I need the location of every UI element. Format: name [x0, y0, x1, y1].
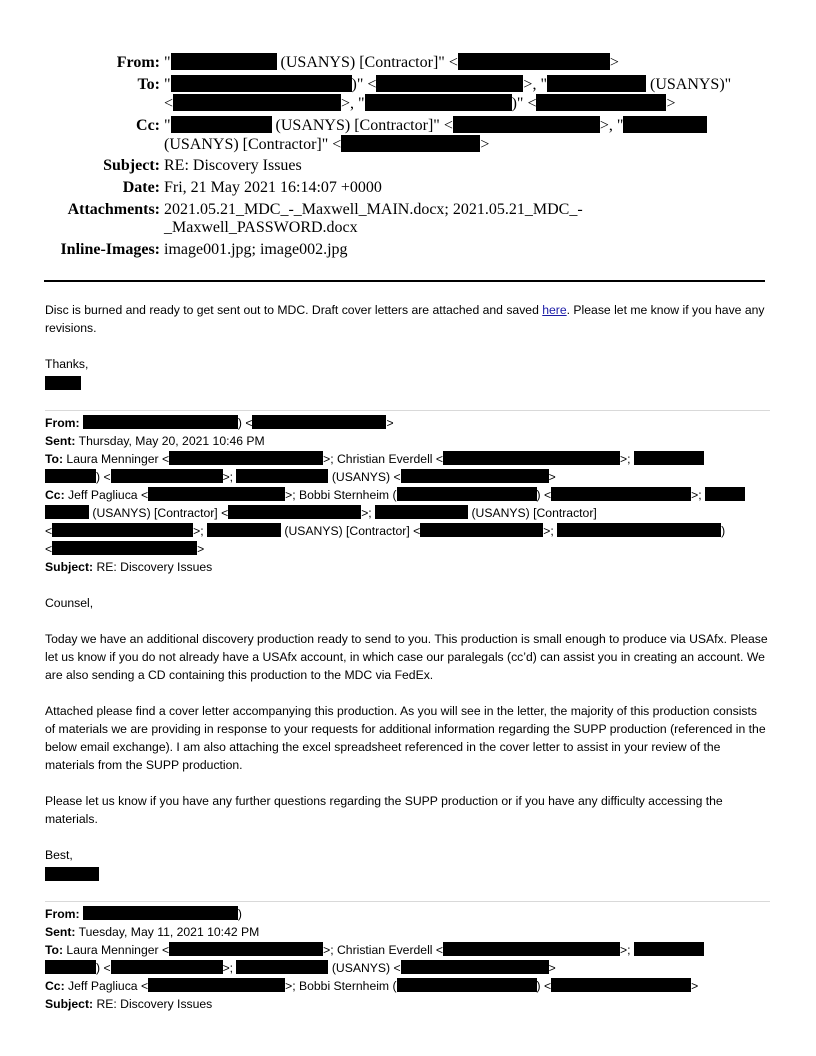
- redaction-block: [52, 523, 193, 537]
- redaction-block: [397, 978, 537, 992]
- redaction-block: [453, 116, 600, 133]
- message1-paragraph: Disc is burned and ready to get sent out to MDC. Draft cover letters are attached and saved here. Please let me know if you have any revisions.: [45, 303, 765, 335]
- inline-images-value[interactable]: image001.jpg; image002.jpg: [164, 241, 348, 258]
- signature-redaction: [45, 376, 81, 390]
- redaction-block: [171, 53, 277, 70]
- redaction-block: [111, 960, 223, 974]
- redaction-block: [376, 75, 523, 92]
- cc-value-line2: (USANYS) [Contractor]" < >: [164, 136, 490, 153]
- redaction-block: [173, 94, 341, 111]
- m2-to-line1: To: Laura Menninger < >; Christian Everdell < >;: [45, 450, 704, 468]
- m2-salutation: Counsel,: [45, 596, 94, 610]
- redaction-block: [705, 487, 745, 501]
- attachment-file-1[interactable]: 2021.05.21_MDC_-_Maxwell_MAIN.docx; 2021.05.21_MDC_-: [164, 201, 583, 218]
- attachments-label: Attachments:: [67, 201, 160, 218]
- redaction-block: [111, 469, 223, 483]
- redaction-block: [83, 906, 238, 920]
- redaction-block: [252, 415, 386, 429]
- m3-subject-line: Subject: RE: Discovery Issues: [45, 997, 213, 1011]
- to-label: To:: [137, 76, 160, 93]
- inline-images-label: Inline-Images:: [60, 241, 160, 258]
- redaction-block: [458, 53, 610, 70]
- from-value: " (USANYS) [Contractor]" < >: [164, 54, 619, 71]
- redaction-block: [148, 978, 285, 992]
- message-separator: [45, 410, 770, 411]
- redaction-block: [401, 469, 549, 483]
- redaction-block: [397, 487, 537, 501]
- redaction-block: [236, 960, 328, 974]
- redaction-block: [375, 505, 468, 519]
- m2-paragraph-3: Please let us know if you have any further questions regarding the SUPP production or if you have any difficulty accessing the materials.: [45, 794, 723, 826]
- m3-from-line: From: ): [45, 907, 242, 921]
- thanks-text: Thanks,: [45, 357, 89, 371]
- redaction-block: [634, 942, 704, 956]
- m2-cc-line2: (USANYS) [Contractor] < >; (USANYS) [Contractor]: [45, 504, 597, 522]
- redaction-block: [45, 469, 96, 483]
- m2-paragraph-2: Attached please find a cover letter accompanying this production. As you will see in the letter, the majority of this production consists of materials we are providing in response to your requests for additional information regarding the SUPP production (referenced in the below email exchange). I am also attaching the excel spreadsheet referenced in the cover letter to assist in your review of the materials from the SUPP production.: [45, 704, 766, 772]
- m2-to-line2: ) < >; (USANYS) < >: [45, 468, 556, 486]
- m2-closing: Best,: [45, 848, 73, 862]
- redaction-block: [365, 94, 512, 111]
- message-separator: [45, 901, 770, 902]
- m3-cc-line1: Cc: Jeff Pagliuca < >; Bobbi Sternheim ( ) < >: [45, 979, 699, 993]
- redaction-block: [45, 960, 96, 974]
- redaction-block: [148, 487, 285, 501]
- m2-subject-line: Subject: RE: Discovery Issues: [45, 560, 213, 574]
- redaction-block: [169, 942, 323, 956]
- redaction-block: [171, 116, 272, 133]
- m2-cc-line1: Cc: Jeff Pagliuca < >; Bobbi Sternheim ( ) < >;: [45, 486, 745, 504]
- redaction-block: [45, 505, 89, 519]
- redaction-block: [536, 94, 666, 111]
- redaction-block: [557, 523, 721, 537]
- redaction-block: [547, 75, 646, 92]
- redaction-block: [171, 75, 352, 92]
- redaction-block: [623, 116, 707, 133]
- from-label: From:: [116, 54, 160, 71]
- m2-sent-line: Sent: Thursday, May 20, 2021 10:46 PM: [45, 434, 265, 448]
- attachment-file-2[interactable]: _Maxwell_PASSWORD.docx: [164, 219, 358, 236]
- redaction-block: [551, 487, 691, 501]
- redaction-block: [236, 469, 328, 483]
- redaction-block: [169, 451, 323, 465]
- cc-label: Cc:: [136, 117, 160, 134]
- m3-sent-line: Sent: Tuesday, May 11, 2021 10:42 PM: [45, 925, 260, 939]
- redaction-block: [341, 135, 480, 152]
- to-value-line1: " )" < >, " (USANYS)": [164, 76, 732, 93]
- m2-cc-line4: < >: [45, 542, 205, 556]
- redaction-block: [207, 523, 281, 537]
- redaction-block: [401, 960, 549, 974]
- date-label: Date:: [122, 179, 160, 196]
- header-divider: [44, 280, 765, 282]
- to-value-line2: < >, " )" < >: [164, 95, 676, 112]
- signature-redaction: [45, 867, 99, 881]
- m2-from-line: From: ) < >: [45, 416, 394, 430]
- subject-label: Subject:: [103, 157, 160, 174]
- redaction-block: [634, 451, 704, 465]
- redaction-block: [551, 978, 691, 992]
- redaction-block: [420, 523, 543, 537]
- m3-to-line2: ) < >; (USANYS) < >: [45, 959, 556, 977]
- redaction-block: [443, 451, 620, 465]
- here-link[interactable]: here: [542, 303, 567, 317]
- redaction-block: [443, 942, 620, 956]
- cc-value-line1: " (USANYS) [Contractor]" < >, ": [164, 116, 764, 135]
- subject-value: RE: Discovery Issues: [164, 157, 302, 174]
- redaction-block: [228, 505, 361, 519]
- redaction-block: [83, 415, 238, 429]
- redaction-block: [52, 541, 197, 555]
- m2-cc-line3: < >; (USANYS) [Contractor] < >; ): [45, 524, 726, 538]
- m3-to-line1: To: Laura Menninger < >; Christian Everdell < >;: [45, 941, 704, 959]
- date-value: Fri, 21 May 2021 16:14:07 +0000: [164, 179, 382, 196]
- m2-paragraph-1: Today we have an additional discovery production ready to send to you. This production is small enough to produce via USAfx. Please let us know if you do not already have a USAfx account, in which case our paralegals (cc’d) can assist you in creating an account. We are also sending a CD containing this production to the MDC via FedEx.: [45, 632, 768, 682]
